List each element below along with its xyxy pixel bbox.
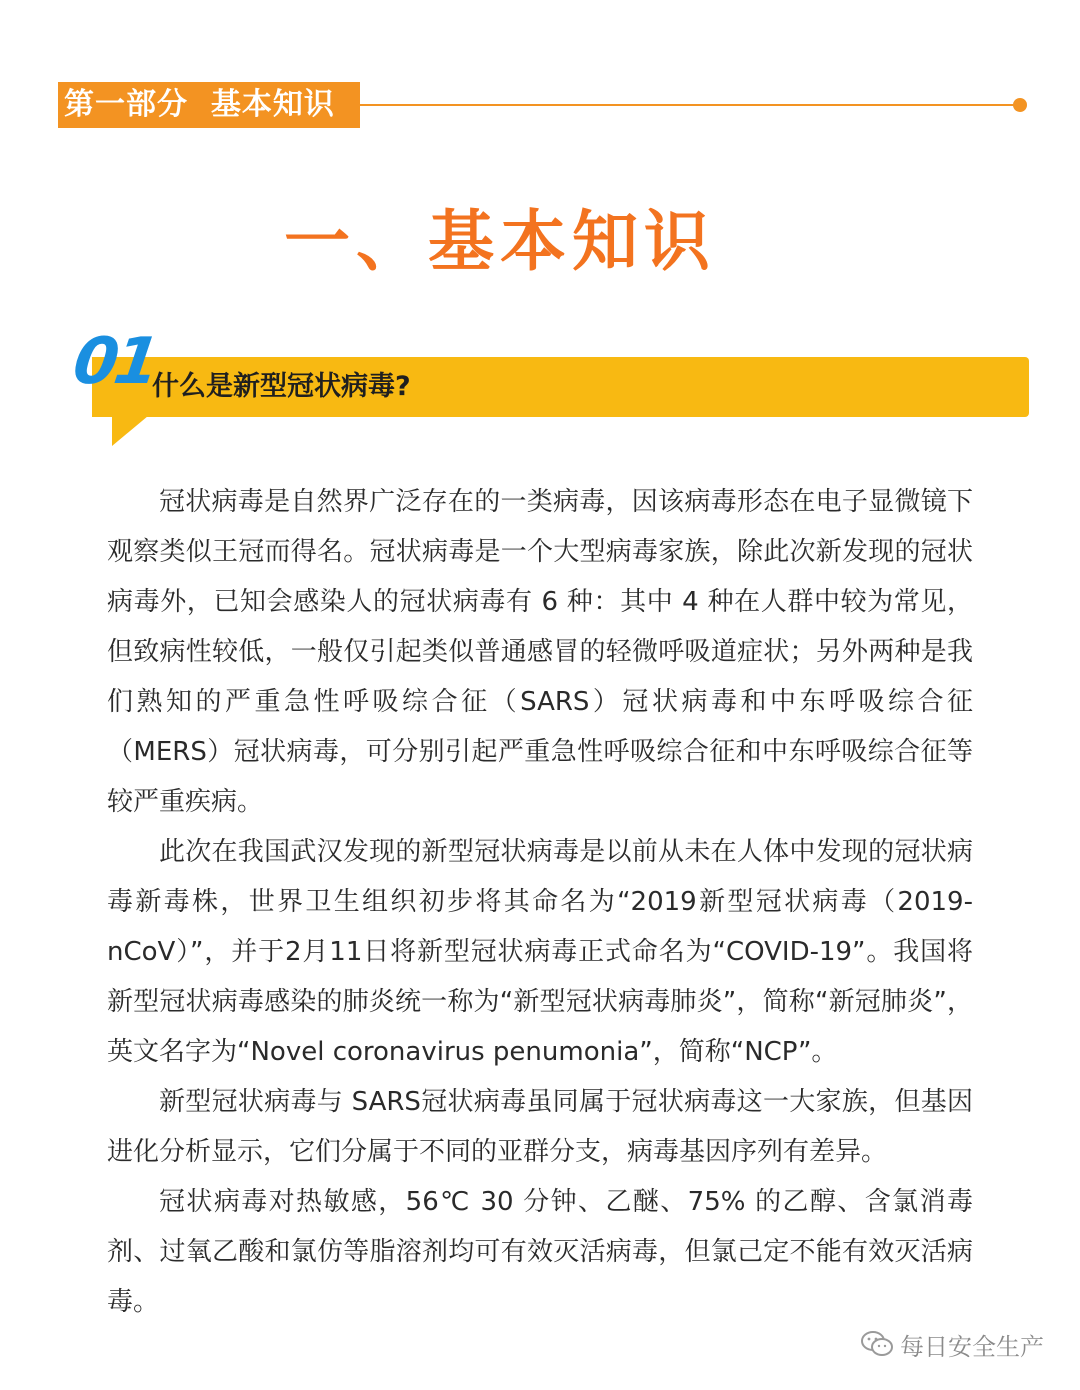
- watermark: [860, 1326, 1044, 1362]
- header-divider-line: [360, 104, 1018, 106]
- paragraph: 冠状病毒是自然界广泛存在的一类病毒，因该病毒形态在电子显微镜下观察类似王冠而得名。冠状病毒是一个大型病毒家族，除此次新发现的冠状病毒外，已知会感染人的冠状病毒有 6 种：其中 4 种在人群中较为常见，但致病性较低，一般仅引起类似普通感冒的轻微呼吸道症状；另外两种是我们熟知的严重急性呼吸综合征（SARS）冠状病毒和中东呼吸综合征（MERS）冠状病毒，可分别引起严重急性呼吸综合征和中东呼吸综合征等较严重疾病。: [107, 487, 973, 817]
- header-divider-dot: [1013, 98, 1027, 112]
- wechat-icon: [860, 1330, 894, 1358]
- paragraph: 冠状病毒对热敏感，56℃ 30 分钟、乙醚、75% 的乙醇、含氯消毒剂、过氧乙酸和氯仿等脂溶剂均可有效灭活病毒，但氯己定不能有效灭活病毒。: [107, 1187, 973, 1317]
- part-header-label: 第一部分 基本知识: [58, 82, 360, 128]
- section-title: 一、基本知识: [284, 203, 716, 280]
- paragraph: 此次在我国武汉发现的新型冠状病毒是以前从未在人体中发现的冠状病毒新毒株，世界卫生组织初步将其命名为“2019新型冠状病毒（2019-nCoV）”，并于2月11日将新型冠状病毒正式命名为“COVID-19”。我国将新型冠状病毒感染的肺炎统一称为“新型冠状病毒肺炎”，简称“新冠肺炎”，英文名字为“Novel coronavirus penumonia”，简称“NCP”。: [107, 837, 973, 1067]
- question-text: 什么是新型冠状病毒?: [152, 371, 411, 402]
- question-banner-tail: [112, 416, 148, 446]
- question-number: 01: [68, 325, 161, 399]
- article-body: [107, 477, 973, 1327]
- paragraph: 新型冠状病毒与 SARS冠状病毒虽同属于冠状病毒这一大家族，但基因进化分析显示，它们分属于不同的亚群分支，病毒基因序列有差异。: [107, 1087, 973, 1167]
- watermark-text: 每日安全生产: [900, 1332, 1044, 1361]
